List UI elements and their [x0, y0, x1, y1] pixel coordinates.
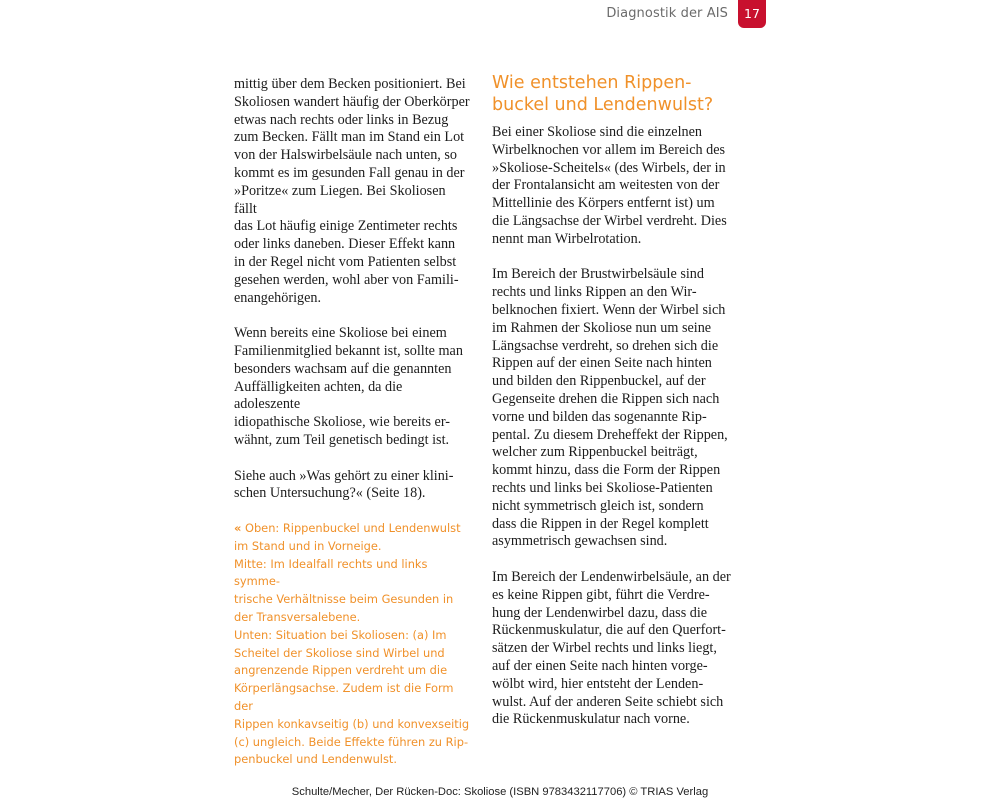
figure-caption: [234, 520, 474, 769]
page-number-badge: 17: [738, 0, 766, 28]
left-column: [234, 76, 470, 521]
caption-arrow-icon: «: [234, 521, 242, 535]
body-paragraph: Im Bereich der Brustwirbelsäule sind rechts und links Rippen an den Wir- belknochen fixiert. Wenn der Wirbel sich im Rahmen der Skoliose nun um seine Längsachse verdreht, so drehen sich die Rippen auf der einen Seite nach hinten und bilden den Rippenbuckel, auf der Gegenseite drehen die Rippen sich nach vorne und bilden das sogenannte Rip- pental. Zu diesem Dreheffekt der Rippen, welcher zum Rippenbuckel beiträgt, kommt hinzu, dass die Form der Rippen rechts und links bei Skoliose-Patienten nicht symmetrisch gleich ist, sondern dass die Rippen in der Regel komplett asymmetrisch gewachsen sind.: [492, 266, 728, 550]
section-heading: Wie entstehen Rippen- buckel und Lendenwulst?: [492, 73, 714, 115]
footer-citation: Schulte/Mecher, Der Rücken-Doc: Skoliose (ISBN 9783432117706) © TRIAS Verlag: [291, 786, 709, 798]
body-paragraph: Wenn bereits eine Skoliose bei einem Familienmitglied bekannt ist, sollte man besonders wachsam auf die genannten Auffälligkeiten achten, da die adoleszente idiopathische Skoliose, wie bereits er- wähnt, zum Teil genetisch bedingt ist.: [234, 325, 463, 448]
body-paragraph: Im Bereich der Lendenwirbelsäule, an der es keine Rippen gibt, führt die Verdre- hung der Lendenwirbel dazu, dass die Rückenmuskulatur, die auf den Querfort- sätzen der Wirbel rechts und links liegt, auf der einen Seite nach hinten vorge- wölbt wird, hier entsteht der Lenden- wulst. Auf der anderen Seite schiebt sich die Rückenmuskulatur nach vorne.: [492, 568, 731, 728]
right-column: [492, 73, 738, 747]
running-head-title: Diagnostik der AIS: [606, 6, 728, 21]
caption-text: Oben: Rippenbuckel und Lendenwulst im Stand und in Vorneige. Mitte: Im Idealfall rechts und links symme- trische Verhältnisse beim Gesunden in der Transversalebene. Unten: Situation bei Skoliosen: (a) Im Scheitel der Skoliose sind Wirbel und angrenzende Rippen verdreht um die Körperlängsachse. Zudem ist die Form der Rippen konkavseitig (b) und konvexseitig (c) ungleich. Beide Effekte führen zu Rip- penbuckel und Lendenwulst.: [234, 521, 470, 767]
body-paragraph: mittig über dem Becken positioniert. Bei Skoliosen wandert häufig der Oberkörper etwas nach rechts oder links in Bezug zum Becken. Fällt man im Stand ein Lot von der Halswirbelsäule nach unten, so kommt es im gesunden Fall genau in der »Poritze« zum Liegen. Bei Skoliosen fällt das Lot häufig einige Zentimeter rechts oder links daneben. Dieser Effekt kann in der Regel nicht vom Patienten selbst gesehen werden, wohl aber von Famili- enangehörigen.: [234, 76, 470, 306]
cross-reference-paragraph: Siehe auch »Was gehört zu einer klini- schen Untersuchung?« (Seite 18).: [234, 467, 454, 502]
body-paragraph: Bei einer Skoliose sind die einzelnen Wirbelknochen vor allem im Bereich des »Skoliose-Scheitels« (des Wirbels, der in der Frontalansicht am weitesten von der Mittellinie des Körpers entfernt ist) um die Längsachse der Wirbel verdreht. Dies nennt man Wirbelrotation.: [492, 124, 727, 247]
